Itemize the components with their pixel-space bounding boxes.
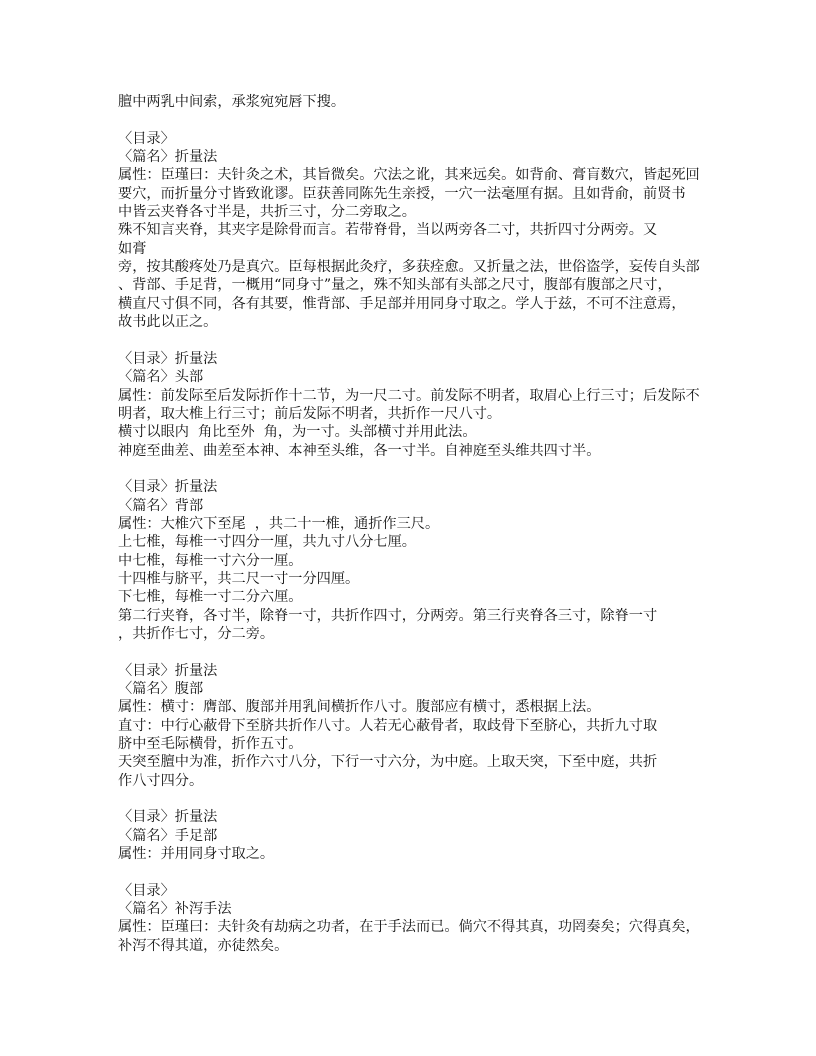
- text-line: 中七椎，每椎一寸六分一厘。: [118, 552, 303, 569]
- blank-line: [118, 460, 718, 478]
- text-line: 〈篇名〉腹部: [118, 681, 204, 697]
- text-line: 属性：大椎穴下至尾 ，共二十一椎，通折作三尺。: [118, 515, 440, 532]
- text-line: 补泻不得其道，亦徒然矣。: [118, 937, 289, 954]
- blank-line: [118, 863, 718, 881]
- text-line: 上七椎，每椎一寸四分一厘，共九寸八分七厘。: [118, 534, 416, 551]
- text-line: 〈目录〉折量法: [118, 809, 218, 826]
- text-line: 膻中两乳中间索，承浆宛宛唇下搜。: [118, 94, 346, 110]
- text-line: 〈篇名〉头部: [118, 369, 204, 386]
- text-line: 〈篇名〉补泻手法: [118, 901, 232, 918]
- text-line: 横直尺寸俱不同，各有其要，惟背部、手足部并用同身寸取之。学人于兹，不可不注意焉，: [118, 295, 686, 312]
- text-line: 第二行夹脊，各寸半，除脊一寸，共折作四寸，分两旁。第三行夹脊各三寸，除脊一寸: [118, 607, 658, 624]
- text-line: 横寸以眼内 角比至外 角，为一寸。头部横寸并用此法。: [118, 424, 477, 441]
- text-line: 属性：横寸：膺部、腹部并用乳间横折作八寸。腹部应有横寸，悉根据上法。: [118, 699, 601, 716]
- blank-line: [118, 790, 718, 808]
- blank-line: [118, 331, 718, 349]
- blank-line: [118, 643, 718, 661]
- text-line: 〈篇名〉折量法: [118, 149, 218, 166]
- text-line: 〈目录〉: [118, 130, 175, 147]
- blank-line: [118, 111, 718, 129]
- text-line: 作八寸四分。: [118, 772, 204, 789]
- document-body: [118, 93, 718, 955]
- text-line: 属性：臣瑾曰：夫针灸之术，其旨微矣。穴法之讹，其来远矣。如背俞、膏肓数穴，皆起死回: [118, 167, 700, 184]
- text-line: 下七椎，每椎一寸二分六厘。: [118, 589, 303, 606]
- text-line: 殊不知言夹脊，其夹字是除骨而言。若带脊骨，当以两旁各二寸，共折四寸分两旁。又: [118, 222, 658, 239]
- text-line: 天突至膻中为准，折作六寸八分，下行一寸六分，为中庭。上取天突，下至中庭，共折: [118, 754, 658, 771]
- text-line: 〈篇名〉手足部: [118, 827, 218, 844]
- text-line: 故书此以正之。: [118, 314, 218, 331]
- text-line: 脐中至毛际横骨，折作五寸。: [118, 736, 303, 753]
- text-line: ，共折作七寸，分二旁。: [118, 625, 275, 642]
- text-line: 明者，取大椎上行三寸；前后发际不明者，共折作一尺八寸。: [118, 405, 502, 422]
- text-line: 如膏: [118, 240, 147, 257]
- text-line: 要穴，而折量分寸皆致讹谬。臣获善同陈先生亲授，一穴一法毫厘有据。且如背俞，前贤书: [118, 185, 686, 202]
- text-line: 中皆云夹脊各寸半是，共折三寸，分二旁取之。: [118, 204, 416, 221]
- text-line: 直寸：中行心蔽骨下至脐共折作八寸。人若无心蔽骨者，取歧骨下至脐心，共折九寸取: [118, 717, 658, 734]
- text-line: 属性：臣瑾曰：夫针灸有劫病之功者，在于手法而已。倘穴不得其真，功罔奏矣；穴得真矣，: [118, 919, 700, 936]
- text-line: 、背部、手足背，一概用“同身寸”量之，殊不知头部有头部之尺寸，腹部有腹部之尺寸，: [118, 277, 672, 294]
- text-line: 〈目录〉折量法: [118, 662, 218, 679]
- text-line: 旁，按其酸疼处乃是真穴。臣每根据此灸疗，多获痊愈。又折量之法，世俗盗学，妄传自头部: [118, 259, 700, 276]
- text-line: 〈目录〉折量法: [118, 479, 218, 496]
- text-line: 神庭至曲差、曲差至本神、本神至头维，各一寸半。自神庭至头维共四寸半。: [118, 442, 601, 459]
- text-line: 属性：前发际至后发际折作十二节，为一尺二寸。前发际不明者，取眉心上行三寸；后发际不: [118, 387, 700, 404]
- text-line: 十四椎与脐平，共二尺一寸一分四厘。: [118, 570, 360, 587]
- text-line: 〈目录〉: [118, 882, 175, 899]
- text-line: 〈篇名〉背部: [118, 497, 204, 514]
- text-line: 〈目录〉折量法: [118, 350, 218, 367]
- text-line: 属性：并用同身寸取之。: [118, 846, 275, 863]
